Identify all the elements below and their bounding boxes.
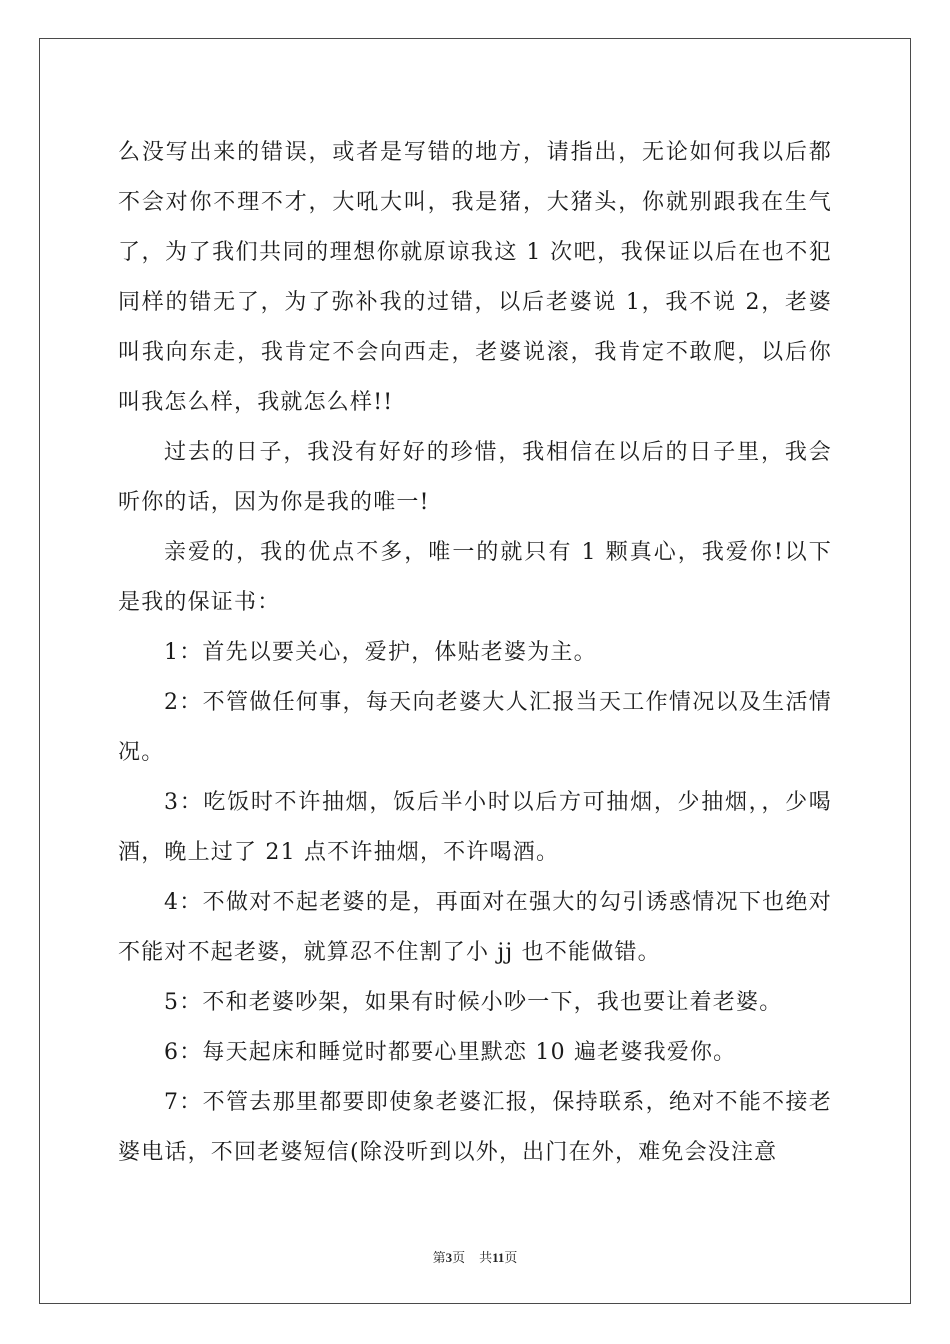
total-pages: 11 — [492, 1250, 505, 1265]
list-item-2: 2：不管做任何事，每天向老婆大人汇报当天工作情况以及生活情况。 — [118, 690, 832, 765]
list-item-1: 1：首先以要关心，爱护，体贴老婆为主。 — [164, 640, 597, 665]
total-prefix: 共 — [479, 1250, 493, 1265]
page-suffix: 页 — [452, 1250, 466, 1265]
list-item-6: 6：每天起床和睡觉时都要心里默恋 10 遍老婆我爱你。 — [164, 1040, 737, 1065]
total-suffix: 页 — [504, 1250, 518, 1265]
list-item-4: 4：不做对不起老婆的是，再面对在强大的勾引诱惑情况下也绝对不能对不起老婆，就算忍不住割了小 jj 也不能做错。 — [118, 890, 832, 965]
list-item-3: 3：吃饭时不许抽烟，饭后半小时以后方可抽烟，少抽烟，，少喝酒，晚上过了 21 点不许抽烟，不许喝酒。 — [118, 790, 832, 865]
list-item-5: 5：不和老婆吵架，如果有时候小吵一下，我也要让着老婆。 — [164, 990, 783, 1015]
list-item-7: 7：不管去那里都要即使象老婆汇报，保持联系，绝对不能不接老婆电话，不回老婆短信(除没听到以外，出门在外，难免会没注意 — [118, 1090, 832, 1165]
page-number: 3 — [445, 1250, 453, 1265]
document-body — [118, 128, 832, 1178]
paragraph-1: 么没写出来的错误，或者是写错的地方，请指出，无论如何我以后都不会对你不理不才，大吼大叫，我是猪，大猪头，你就别跟我在生气了，为了我们共同的理想你就原谅我这 1 次吧，我保证以后在也不犯同样的错无了，为了弥补我的过错，以后老婆说 1，我不说 2，老婆叫我向东走，我肯定不会向西走，老婆说滚，我肯定不敢爬，以后你叫我怎么样，我就怎么样!! — [118, 140, 832, 415]
paragraph-2: 过去的日子，我没有好好的珍惜，我相信在以后的日子里，我会听你的话，因为你是我的唯一! — [118, 440, 832, 515]
page-footer — [0, 1247, 950, 1266]
page-prefix: 第 — [432, 1250, 446, 1265]
paragraph-3: 亲爱的，我的优点不多，唯一的就只有 1 颗真心，我爱你!以下是我的保证书： — [118, 540, 832, 615]
